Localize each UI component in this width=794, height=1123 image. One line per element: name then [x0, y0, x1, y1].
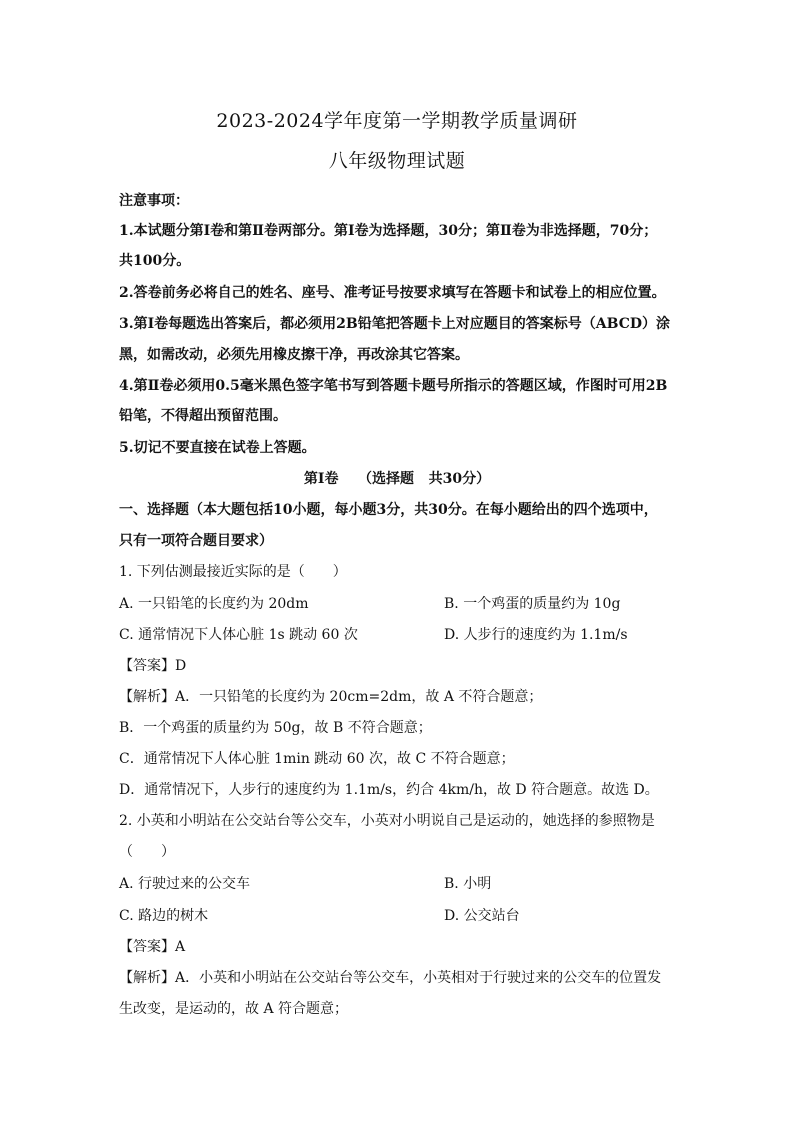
note-1b: 共100分。 — [119, 253, 191, 269]
question-2-answer: 【答案】A — [119, 939, 186, 955]
section-title: 第Ⅰ卷 （选择题 共30分） — [303, 471, 491, 487]
question-1-analysis-4: D．通常情况下，人步行的速度约为 1.1m/s，约合 4km/h，故 D 符合题意。故选 D。 — [119, 782, 659, 798]
section-intro-a: 一、选择题（本大题包括10小题，每小题3分，共30分。在每小题给出的四个选项中， — [119, 502, 658, 518]
note-5: 5.切记不要直接在试卷上答题。 — [119, 440, 316, 456]
question-2-option-d: D. 公交站台 — [444, 908, 520, 924]
note-2: 2.答卷前务必将自己的姓名、座号、准考证号按要求填写在答题卡和试卷上的相应位置。 — [119, 285, 666, 301]
question-1-option-a: A. 一只铅笔的长度约为 20dm — [119, 596, 309, 612]
question-2-analysis-2: 生改变，是运动的，故 A 符合题意； — [119, 1001, 349, 1017]
exam-title: 2023-2024学年度第一学期教学质量调研 — [216, 110, 578, 132]
notes-heading: 注意事项： — [119, 193, 189, 209]
note-3b: 黑，如需改动，必须先用橡皮擦干净，再改涂其它答案。 — [119, 347, 469, 363]
question-1-option-b: B. 一个鸡蛋的质量约为 10g — [444, 596, 621, 612]
question-1-answer: 【答案】D — [119, 658, 187, 674]
question-2-option-b: B. 小明 — [444, 876, 492, 892]
question-1-option-d: D. 人步行的速度约为 1.1m/s — [444, 627, 628, 643]
note-3a: 3.第Ⅰ卷每题选出答案后，都必须用2B铅笔把答题卡上对应题目的答案标号（ABCD）涂 — [119, 316, 670, 332]
question-2-analysis-1: 【解析】A．小英和小明站在公交站台等公交车，小英相对于行驶过来的公交车的位置发 — [119, 970, 662, 986]
question-1-stem: 1. 下列估测最接近实际的是（ ） — [119, 564, 347, 580]
question-2-stem-b: （ ） — [119, 844, 175, 860]
note-4a: 4.第Ⅱ卷必须用0.5毫米黑色签字笔书写到答题卡题号所指示的答题区域，作图时可用2B — [119, 378, 668, 394]
note-4b: 铅笔，不得超出预留范围。 — [119, 408, 287, 424]
question-1-analysis-3: C．通常情况下人体心脏 1min 跳动 60 次，故 C 不符合题意； — [119, 751, 515, 767]
question-1-option-c: C. 通常情况下人体心脏 1s 跳动 60 次 — [119, 627, 358, 643]
question-2-option-a: A. 行驶过来的公交车 — [119, 876, 251, 892]
question-2-option-c: C. 路边的树木 — [119, 908, 209, 924]
question-1-analysis-1: 【解析】A．一只铅笔的长度约为 20cm=2dm，故 A 不符合题意； — [119, 689, 543, 705]
exam-subtitle: 八年级物理试题 — [328, 150, 466, 172]
question-1-analysis-2: B．一个鸡蛋的质量约为 50g，故 B 不符合题意； — [119, 720, 432, 736]
question-2-stem: 2. 小英和小明站在公交站台等公交车，小英对小明说自己是运动的，她选择的参照物是 — [119, 813, 655, 829]
note-1a: 1.本试题分第Ⅰ卷和第Ⅱ卷两部分。第Ⅰ卷为选择题，30分；第Ⅱ卷为非选择题，70分； — [119, 223, 658, 239]
section-intro-b: 只有一项符合题目要求） — [119, 533, 273, 549]
